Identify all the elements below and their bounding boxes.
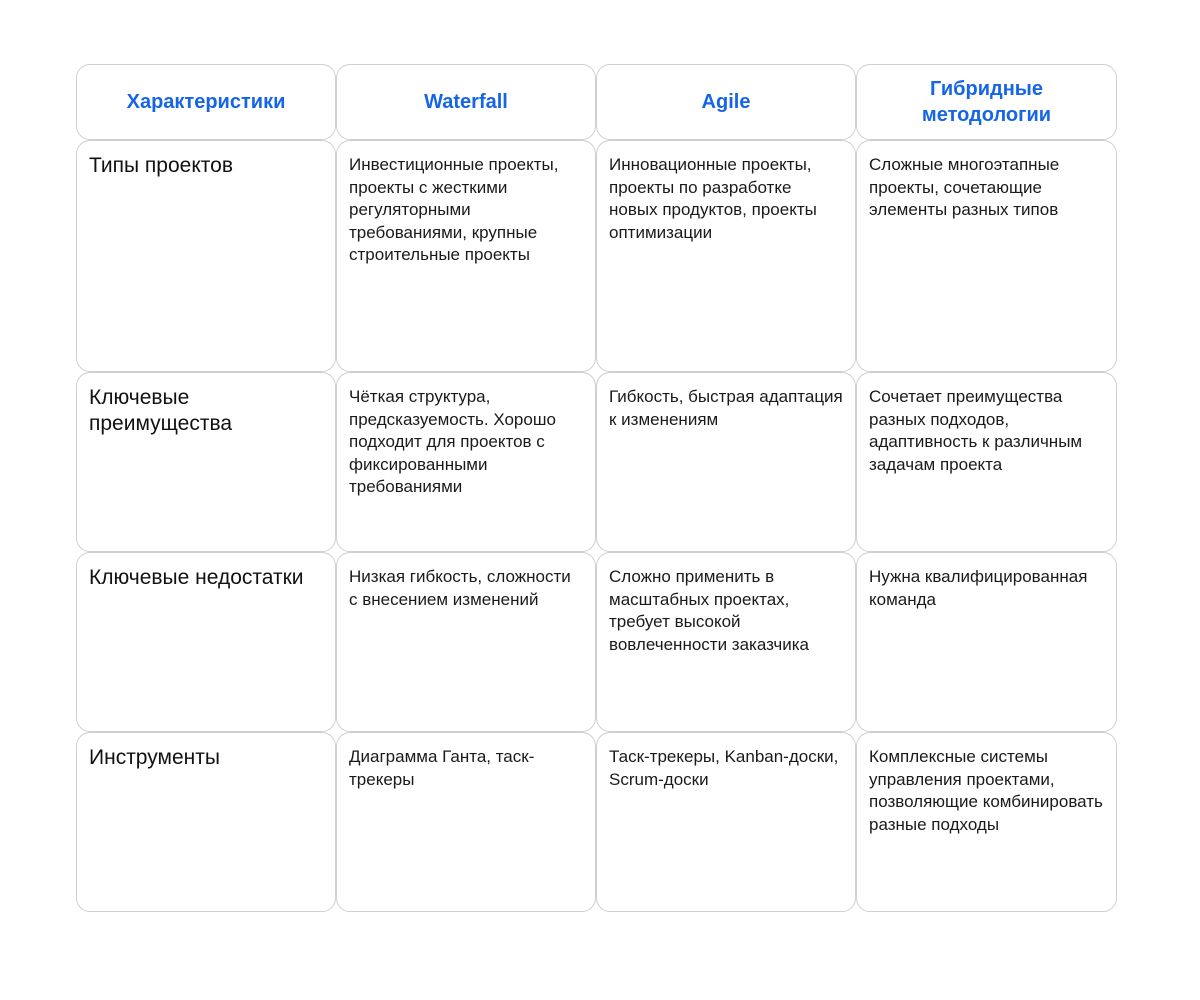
header-label: Гибридные методологии xyxy=(921,78,1052,126)
cell-agile-tools: Таск-трекеры, Kanban-доски, Scrum-доски xyxy=(596,732,856,912)
header-label: Agile xyxy=(701,91,751,113)
header-label: Waterfall xyxy=(424,91,508,113)
comparison-table xyxy=(76,64,1117,912)
cell-agile-project-types: Инновационные проекты, проекты по разработке новых продуктов, проекты оптимизации xyxy=(596,140,856,372)
cell-hybrid-tools: Комплексные системы управления проектами, позволяющие комбинировать разные подходы xyxy=(856,732,1117,912)
cell-waterfall-disadvantages: Низкая гибкость, сложности с внесением изменений xyxy=(336,552,596,732)
header-label: Характеристики xyxy=(126,91,286,113)
cell-agile-advantages: Гибкость, быстрая адаптация к изменениям xyxy=(596,372,856,552)
row-label-project-types: Типы проектов xyxy=(76,140,336,372)
header-characteristics xyxy=(76,64,336,140)
cell-waterfall-advantages: Чёткая структура, предсказуемость. Хорошо подходит для проектов с фиксированными требованиями xyxy=(336,372,596,552)
cell-agile-disadvantages: Сложно применить в масштабных проектах, требует высокой вовлеченности заказчика xyxy=(596,552,856,732)
header-agile xyxy=(596,64,856,140)
row-label-tools: Инструменты xyxy=(76,732,336,912)
cell-hybrid-project-types: Сложные многоэтапные проекты, сочетающие элементы разных типов xyxy=(856,140,1117,372)
row-label-disadvantages: Ключевые недостатки xyxy=(76,552,336,732)
cell-hybrid-disadvantages: Нужна квалифицированная команда xyxy=(856,552,1117,732)
cell-waterfall-project-types: Инвестиционные проекты, проекты с жесткими регуляторными требованиями, крупные строительные проекты xyxy=(336,140,596,372)
header-waterfall xyxy=(336,64,596,140)
cell-hybrid-advantages: Сочетает преимущества разных подходов, адаптивность к различным задачам проекта xyxy=(856,372,1117,552)
row-label-advantages: Ключевые преимущества xyxy=(76,372,336,552)
cell-waterfall-tools: Диаграмма Ганта, таск-трекеры xyxy=(336,732,596,912)
header-hybrid xyxy=(856,64,1117,140)
